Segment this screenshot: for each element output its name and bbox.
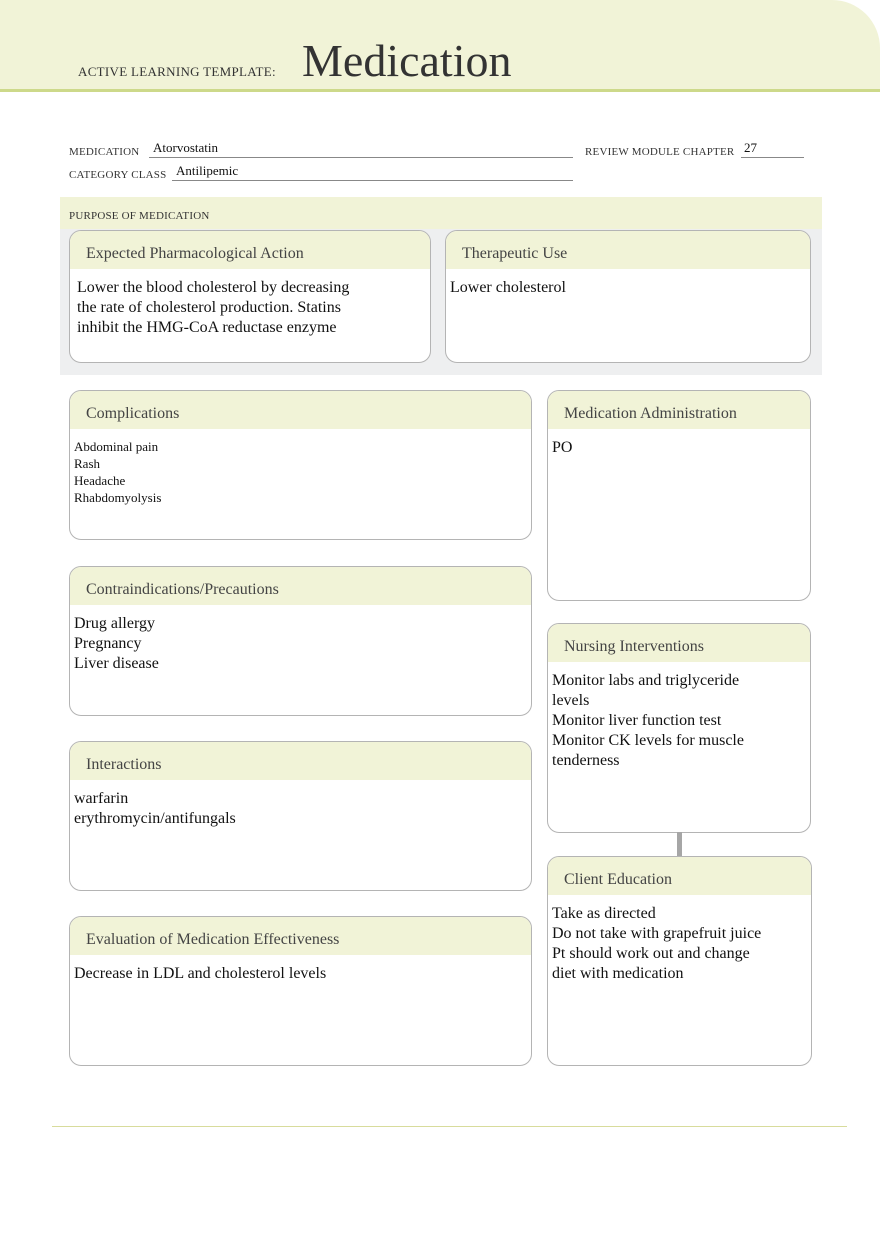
purpose-label: PURPOSE OF MEDICATION [69,210,210,222]
chapter-value[interactable]: 27 [744,140,757,155]
nursing-body [548,662,810,771]
education-line: Do not take with grapefruit juice [552,925,762,942]
pharm-action-line: the rate of cholesterol production. Statins [77,299,341,316]
interactions-line: warfarin [74,790,129,807]
administration-line: PO [552,439,573,456]
education-line: Take as directed [552,905,656,922]
template-prefix: ACTIVE LEARNING TEMPLATE: [78,64,276,79]
nursing-line: tenderness [552,752,620,769]
interactions-line: erythromycin/antifungals [74,810,236,827]
nursing-line: Monitor CK levels for muscle [552,732,744,749]
complications-line: Rhabdomyolysis [74,490,162,505]
pharm-action-title: Expected Pharmacological Action [70,231,430,269]
nursing-box[interactable] [547,623,811,833]
interactions-title: Interactions [70,742,531,780]
nursing-line: Monitor liver function test [552,712,722,729]
contraindications-line: Drug allergy [74,615,156,632]
contraindications-title: Contraindications/Precautions [70,567,531,605]
pharm-action-body [70,269,430,338]
complications-line: Abdominal pain [74,439,159,454]
complications-line: Rash [74,456,100,471]
therapeutic-use-line: Lower cholesterol [450,279,566,296]
education-line: diet with medication [552,965,684,982]
pharm-action-line: Lower the blood cholesterol by decreasing [77,279,350,296]
interactions-box[interactable] [69,741,532,891]
contraindications-body [70,605,531,674]
chapter-label: REVIEW MODULE CHAPTER [585,146,735,158]
nursing-line: levels [552,692,590,709]
contraindications-line: Liver disease [74,655,159,672]
complications-line: Headache [74,473,126,488]
complications-box[interactable] [69,390,532,540]
evaluation-body [70,955,531,984]
evaluation-title: Evaluation of Medication Effectiveness [70,917,531,955]
contraindications-box[interactable] [69,566,532,716]
therapeutic-use-body [446,269,810,298]
section-connector [677,832,682,856]
complications-body [70,429,531,506]
administration-body [548,429,810,458]
interactions-body [70,780,531,829]
contraindications-line: Pregnancy [74,635,142,652]
category-underline [172,180,573,181]
evaluation-line: Decrease in LDL and cholesterol levels [74,965,327,982]
template-title: Medication [302,35,512,86]
category-value[interactable]: Antilipemic [176,163,239,178]
medication-value[interactable]: Atorvostatin [153,140,218,155]
education-line: Pt should work out and change [552,945,750,962]
medication-underline [149,157,573,158]
education-title: Client Education [548,857,811,895]
chapter-underline [741,157,804,158]
nursing-title: Nursing Interventions [548,624,810,662]
education-box[interactable] [547,856,812,1066]
education-body [548,895,811,984]
footer-rule [52,1126,847,1127]
therapeutic-use-title: Therapeutic Use [446,231,810,269]
therapeutic-use-box[interactable] [445,230,811,363]
administration-box[interactable] [547,390,811,601]
administration-title: Medication Administration [548,391,810,429]
medication-label: MEDICATION [69,146,140,158]
pharm-action-box[interactable] [69,230,431,363]
category-label: CATEGORY CLASS [69,169,167,181]
pharm-action-line: inhibit the HMG-CoA reductase enzyme [77,319,337,336]
nursing-line: Monitor labs and triglyceride [552,672,740,689]
evaluation-box[interactable] [69,916,532,1066]
complications-title: Complications [70,391,531,429]
